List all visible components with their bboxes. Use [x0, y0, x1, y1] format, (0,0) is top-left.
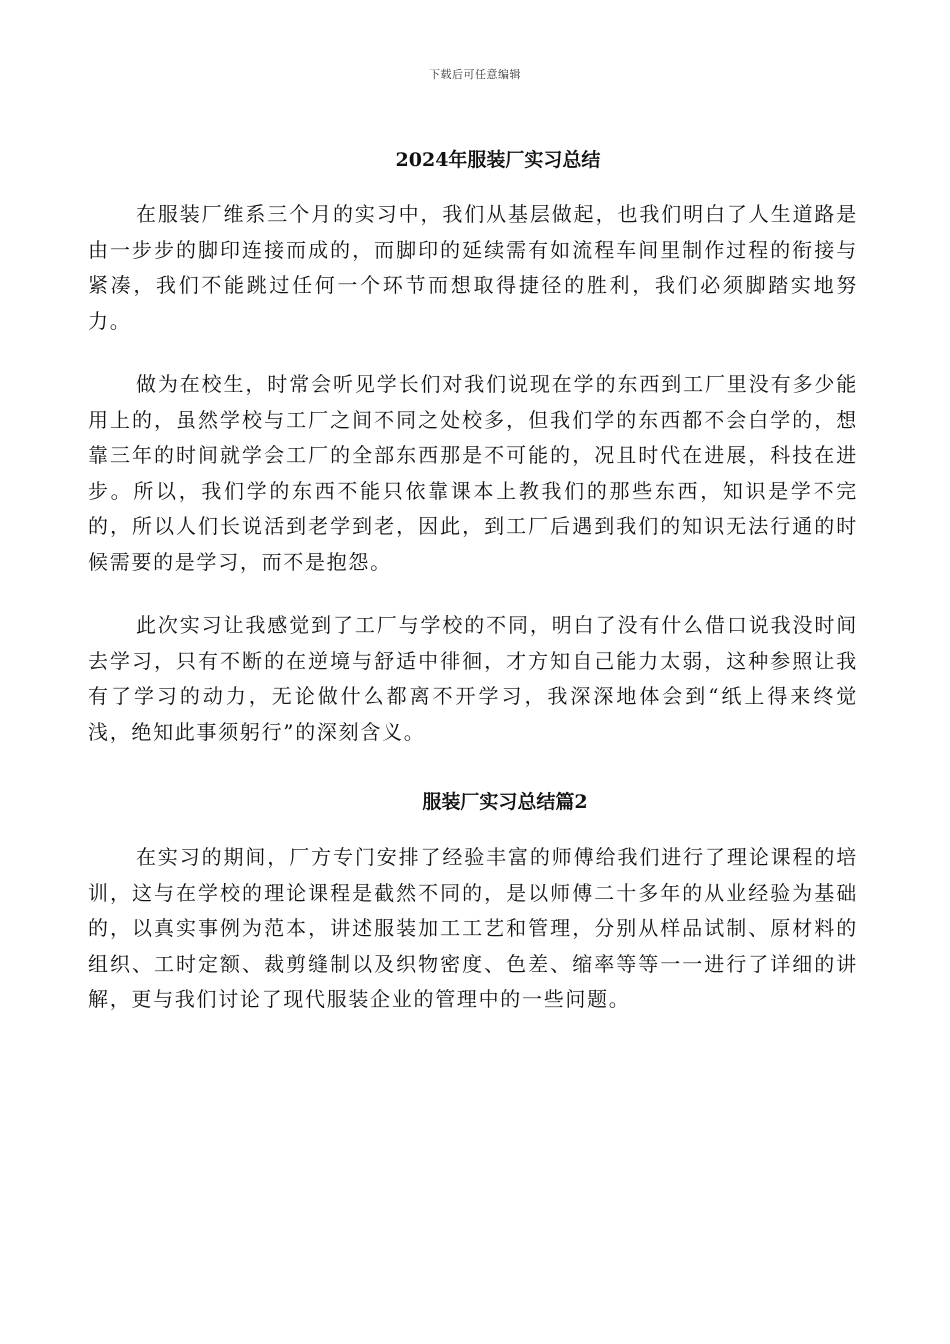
section-2-title: 服装厂实习总结篇2 [422, 791, 588, 813]
section-2-paragraph-1: 在实习的期间，厂方专门安排了经验丰富的师傅给我们进行了理论课程的培训，这与在学校的理论课程是截然不同的，是以师傅二十多年的从业经验为基础的，以真实事例为范本，讲述服装加工工艺和管理，分别从样品试制、原材料的组织、工时定额、裁剪缝制以及织物密度、色差、缩率等等一一进行了详细的讲解，更与我们讨论了现代服装企业的管理中的一些问题。 [88, 845, 858, 1012]
paragraph-2: 做为在校生，时常会听见学长们对我们说现在学的东西到工厂里没有多少能用上的，虽然学校与工厂之间不同之处校多，但我们学的东西都不会白学的，想靠三年的时间就学会工厂的全部东西那是不可能的，况且时代在进展，科技在进步。所以，我们学的东西不能只依靠课本上教我们的那些东西，知识是学不完的，所以人们长说活到老学到老，因此，到工厂后遇到我们的知识无法行通的时候需要的是学习，而不是抱怨。 [88, 372, 858, 574]
paragraph-1: 在服装厂维系三个月的实习中，我们从基层做起，也我们明白了人生道路是由一步步的脚印连接而成的，而脚印的延续需有如流程车间里制作过程的衔接与紧凑，我们不能跳过任何一个环节而想取得捷径的胜利，我们必须脚踏实地努力。 [88, 202, 858, 333]
header-note: 下载后可任意编辑 [429, 68, 521, 81]
document-title: 2024年服装厂实习总结 [395, 149, 601, 171]
paragraph-3: 此次实习让我感觉到了工厂与学校的不同，明白了没有什么借口说我没时间去学习，只有不断的在逆境与舒适中徘徊，才方知自己能力太弱，这种参照让我有了学习的动力，无论做什么都离不开学习，我深深地体会到“纸上得来终觉浅，绝知此事须躬行”的深刻含义。 [88, 613, 858, 744]
